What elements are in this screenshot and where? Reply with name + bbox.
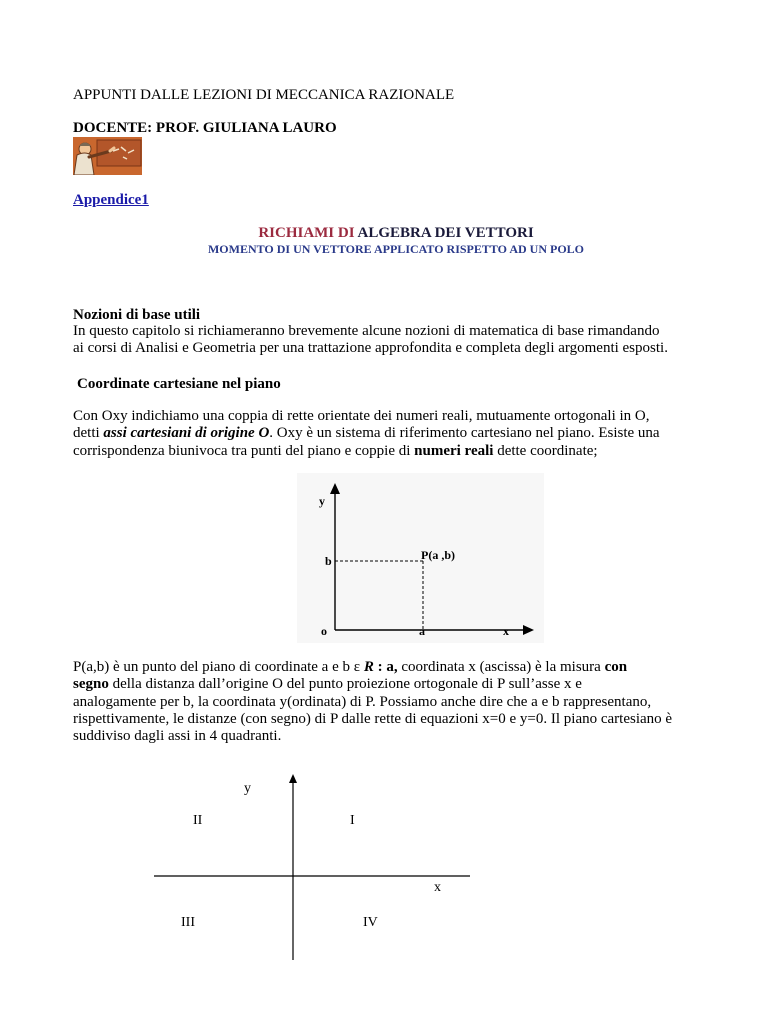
y-axis-arrow-icon <box>330 483 340 494</box>
course-title: APPUNTI DALLE LEZIONI DI MECCANICA RAZIONALE <box>73 87 455 103</box>
emphasis-con: con <box>604 659 628 675</box>
section-title <box>12 224 768 242</box>
a-label: a <box>419 624 425 638</box>
point-paragraph <box>73 659 672 745</box>
quadrant-4-label: IV <box>363 915 378 930</box>
section-subtitle: MOMENTO DI UN VETTORE APPLICATO RISPETTO AD UN POLO <box>207 242 585 256</box>
cartesian-heading: Coordinate cartesiane nel piano <box>77 376 281 392</box>
cartesian-paragraph <box>73 408 660 460</box>
text-fragment: corrispondenza biunivoca tra punti del piano e coppie di <box>73 442 415 459</box>
quadrant-1-label: I <box>350 813 355 828</box>
basics-line-1: In questo capitolo si richiameranno brevemente alcune nozioni di matematica di base rimandando <box>73 323 660 339</box>
quadrant-2-label: II <box>193 813 203 828</box>
text-fragment: detti <box>73 425 104 442</box>
y-label: y <box>244 781 251 796</box>
text-fragment: coordinata x (ascissa) è la misura <box>397 659 605 675</box>
cartesian-line-2 <box>73 425 660 442</box>
basics-heading: Nozioni di base utili <box>73 307 201 323</box>
text-fragment: P(a,b) è un punto del piano di coordinate a e b ε <box>73 659 364 675</box>
point-line-3: analogamente per b, la coordinata y(ordinata) di P. Possiamo anche dire che a e b rappresentano, <box>73 693 652 710</box>
teacher-pointing-icon <box>73 137 142 175</box>
emphasis-segno: segno <box>73 676 109 693</box>
title-part-2: ALGEBRA DEI VETTORI <box>354 225 534 241</box>
y-axis-arrow-icon <box>289 774 297 783</box>
cartesian-line-1: Con Oxy indichiamo una coppia di rette orientate dei numeri reali, mutuamente ortogonali in O, <box>73 408 650 424</box>
quadrants-figure <box>140 770 480 970</box>
text-fragment: dette coordinate; <box>493 442 598 459</box>
teacher-name: DOCENTE: PROF. GIULIANA LAURO <box>73 120 337 136</box>
point-line-4: rispettivamente, le distanze (con segno) di P dalle rette di equazioni x=0 e y=0. Il piano cartesiano è <box>73 710 673 727</box>
appendix-link[interactable]: Appendice1 <box>73 192 149 208</box>
text-fragment: : a, <box>373 659 398 675</box>
basics-paragraph <box>73 323 668 358</box>
point-label: P(a ,b) <box>421 548 455 562</box>
cartesian-line-3 <box>73 443 660 460</box>
emphasis-real-numbers: numeri reali <box>414 442 494 459</box>
cartesian-point-figure <box>297 473 544 643</box>
real-set-symbol: R <box>363 659 374 675</box>
point-line-2 <box>73 676 672 693</box>
x-axis-arrow-icon <box>523 625 534 635</box>
quadrant-3-label: III <box>181 915 195 930</box>
point-line-1 <box>73 659 672 676</box>
y-label: y <box>319 494 325 508</box>
origin-label: o <box>321 624 327 638</box>
basics-line-2: ai corsi di Analisi e Geometria per una trattazione approfondita e completa degli argomenti esposti. <box>73 340 668 357</box>
emphasis-axes: assi cartesiani di origine O <box>103 425 270 442</box>
b-label: b <box>325 554 332 568</box>
title-part-1: RICHIAMI DI <box>258 225 355 241</box>
text-fragment: . Oxy è un sistema di riferimento cartesiano nel piano. Esiste una <box>269 425 660 442</box>
text-fragment: della distanza dall’origine O del punto proiezione ortogonale di P sull’asse x e <box>108 676 582 693</box>
x-label: x <box>434 880 441 895</box>
point-line-5: suddiviso dagli assi in 4 quadranti. <box>73 728 282 745</box>
x-label: x <box>503 624 509 638</box>
